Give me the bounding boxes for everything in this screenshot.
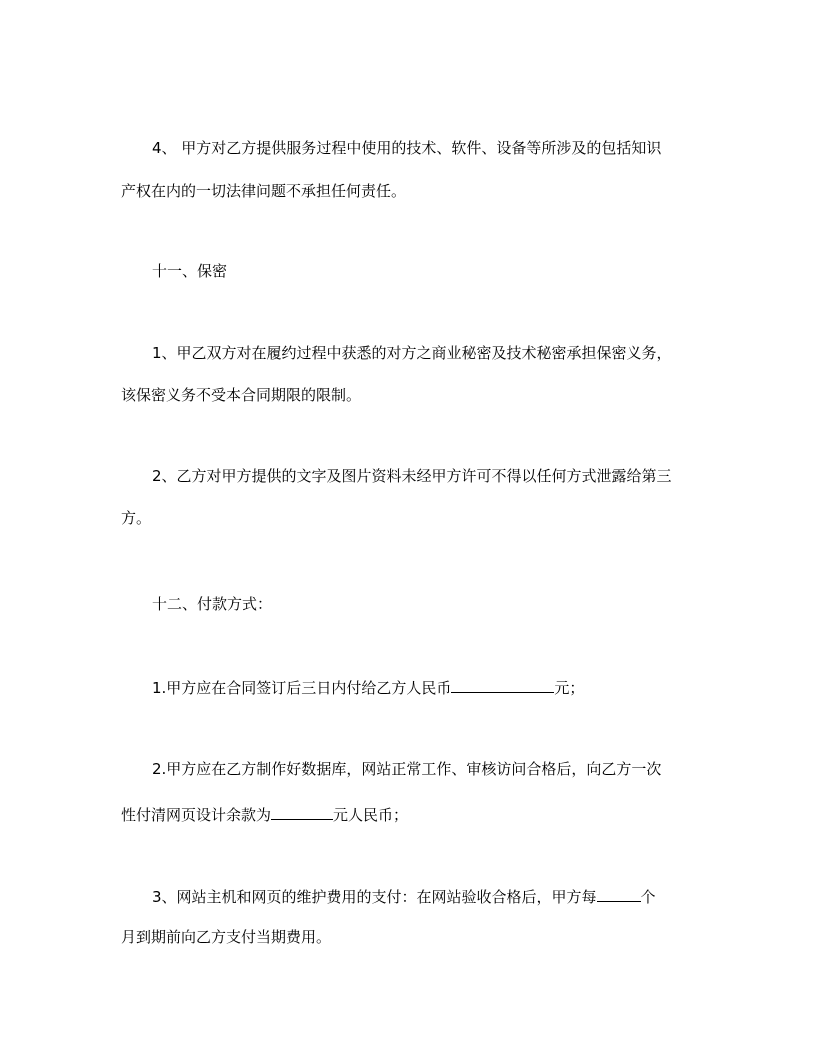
section-11-item-2-line-2: 方。 bbox=[121, 509, 152, 527]
payment-1-amount-blank bbox=[451, 678, 554, 693]
section-11-item-1-line-2: 该保密义务不受本合同期限的限制。 bbox=[121, 386, 362, 404]
payment-2-unit: 元人民币； bbox=[333, 806, 409, 824]
section-12-item-2-line-1: 2.甲方应在乙方制作好数据库，网站正常工作、审核访问合格后，向乙方一次 bbox=[152, 760, 662, 778]
clause-4-line-1: 4、 甲方对乙方提供服务过程中使用的技术、软件、设备等所涉及的包括知识 bbox=[152, 139, 662, 157]
payment-2-amount-blank bbox=[271, 805, 333, 820]
section-11-heading: 十一、保密 bbox=[152, 262, 228, 280]
section-12-item-1 bbox=[152, 678, 584, 696]
clause-4-line-2: 产权在内的一切法律问题不承担任何责任。 bbox=[121, 182, 407, 200]
payment-1-text: 1.甲方应在合同签订后三日内付给乙方人民币 bbox=[152, 679, 452, 697]
payment-2-text: 性付清网页设计余款为 bbox=[121, 806, 272, 824]
section-12-item-3-line-1 bbox=[152, 887, 656, 905]
payment-3-unit: 个 bbox=[640, 888, 656, 906]
section-12-heading: 十二、付款方式： bbox=[152, 595, 273, 613]
section-11-item-1-line-1: 1、甲乙双方对在履约过程中获悉的对方之商业秘密及技术秘密承担保密义务， bbox=[152, 344, 672, 362]
payment-1-unit: 元； bbox=[554, 679, 585, 697]
section-12-item-3-line-2: 月到期前向乙方支付当期费用。 bbox=[121, 928, 332, 946]
payment-3-text: 3、网站主机和网页的维护费用的支付：在网站验收合格后，甲方每 bbox=[152, 888, 597, 906]
section-12-item-2-line-2 bbox=[121, 805, 408, 823]
payment-3-months-blank bbox=[597, 887, 641, 902]
section-11-item-2-line-1: 2、乙方对甲方提供的文字及图片资料未经甲方许可不得以任何方式泄露给第三 bbox=[152, 467, 672, 485]
